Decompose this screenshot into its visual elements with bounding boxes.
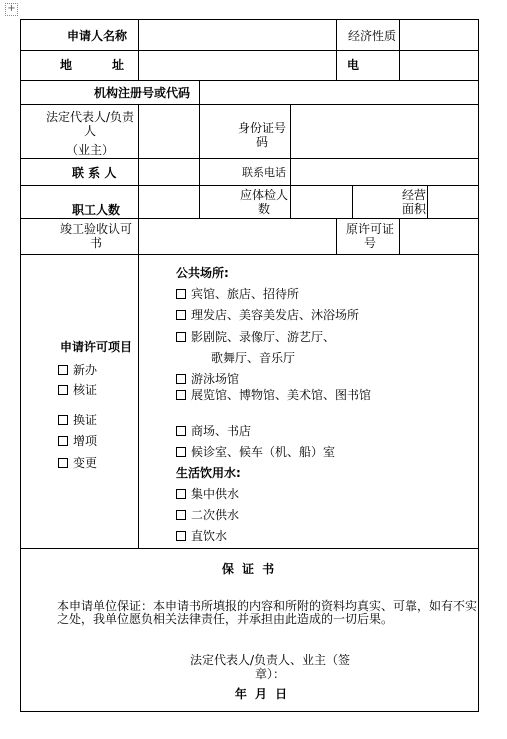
border-line [20, 254, 479, 255]
apply-type-change[interactable]: 变更 [58, 456, 97, 470]
checkbox-icon [176, 332, 186, 342]
checkbox-icon [176, 489, 186, 499]
border-line [138, 254, 139, 548]
signature-label: 法定代表人/负责人、业主（签章）： [189, 653, 351, 681]
economic-nature-label: 经济性质 [347, 29, 396, 43]
border-line [20, 218, 479, 219]
checkbox-icon [176, 510, 186, 520]
border-line [138, 104, 139, 185]
checkbox-icon [176, 374, 186, 384]
public-place-mall[interactable]: 商场、书店 [176, 424, 251, 438]
checkbox-icon [176, 289, 186, 299]
border-line [138, 19, 139, 81]
table-move-handle-icon[interactable]: + [5, 3, 18, 16]
id-number-label: 身份证号码 [237, 121, 286, 149]
border-line [138, 218, 139, 254]
border-line [478, 19, 479, 712]
checkbox-icon [176, 531, 186, 541]
border-line [399, 218, 400, 254]
checkbox-icon [58, 415, 68, 425]
border-line [20, 80, 479, 81]
border-line [20, 711, 479, 712]
apply-type-renew[interactable]: 换证 [58, 413, 97, 427]
border-line [199, 80, 200, 105]
guarantee-text: 本申请单位保证：本申请书所填报的内容和所附的资料均真实、可靠，如有不实之处，我单位愿负相关法律责任，并承担由此造成的一切后果。 [57, 599, 478, 626]
original-permit-label: 原许可证号 [345, 222, 394, 250]
water-secondary[interactable]: 二次供水 [176, 508, 239, 522]
public-place-salon[interactable]: 理发店、美容美发店、沐浴场所 [176, 308, 359, 322]
org-code-label: 机构注册号或代码 [94, 86, 191, 100]
border-line [138, 185, 139, 218]
border-line [20, 50, 479, 51]
border-line [199, 185, 200, 218]
staff-count-label: 职工人数 [72, 203, 121, 217]
border-line [199, 104, 200, 185]
date-label: 年 月 日 [234, 687, 290, 701]
checkbox-icon [176, 426, 186, 436]
checkbox-icon [58, 436, 68, 446]
contact-phone-label: 联系电话 [242, 166, 286, 179]
border-line [20, 104, 479, 105]
phone-label: 电 [347, 58, 360, 72]
checkbox-icon [176, 447, 186, 457]
acceptance-cert-label: 竣工验收认可书 [59, 222, 132, 250]
water-direct[interactable]: 直饮水 [176, 529, 227, 543]
address-label-part1: 地 [60, 58, 73, 72]
business-area-label: 经营面积 [402, 188, 427, 216]
border-line [336, 19, 337, 81]
border-line [352, 185, 353, 218]
border-line [20, 19, 21, 712]
apply-type-add[interactable]: 增项 [58, 434, 97, 448]
exam-count-label: 应体检人数 [239, 188, 288, 216]
checkbox-icon [176, 310, 186, 320]
water-centralized[interactable]: 集中供水 [176, 487, 239, 501]
checkbox-icon [58, 365, 68, 375]
apply-items-label: 申请许可项目 [60, 340, 133, 354]
apply-type-new[interactable]: 新办 [58, 363, 97, 377]
public-places-title: 公共场所: [176, 266, 229, 280]
address-label-part2: 址 [112, 58, 125, 72]
checkbox-icon [58, 385, 68, 395]
public-place-waiting-room[interactable]: 候诊室、候车（机、船）室 [176, 445, 335, 459]
public-place-pool[interactable]: 游泳场馆 [176, 372, 239, 386]
border-line [20, 185, 479, 186]
checkbox-icon [58, 458, 68, 468]
border-line [20, 548, 479, 549]
checkbox-icon [176, 390, 186, 400]
public-place-museum[interactable]: 展览馆、博物馆、美术馆、图书馆 [176, 388, 376, 402]
border-line [20, 158, 479, 159]
guarantee-title: 保 证 书 [221, 562, 277, 576]
applicant-name-label: 申请人名称 [66, 29, 127, 43]
contact-person-label: 联 系 人 [72, 166, 117, 180]
border-line [290, 104, 291, 185]
border-line [20, 19, 479, 20]
apply-type-verify[interactable]: 核证 [58, 383, 97, 397]
owner-label: （业主） [65, 143, 114, 157]
public-place-hotel[interactable]: 宾馆、旅店、招待所 [176, 287, 299, 301]
public-place-cinema[interactable]: 影剧院、录像厅、游艺厅、 [176, 330, 335, 344]
border-line [336, 218, 337, 254]
public-place-cinema-cont: 歌舞厅、音乐厅 [211, 351, 296, 365]
drinking-water-title: 生活饮用水: [176, 466, 241, 480]
legal-representative-label: 法定代表人/负责人 [45, 110, 135, 138]
